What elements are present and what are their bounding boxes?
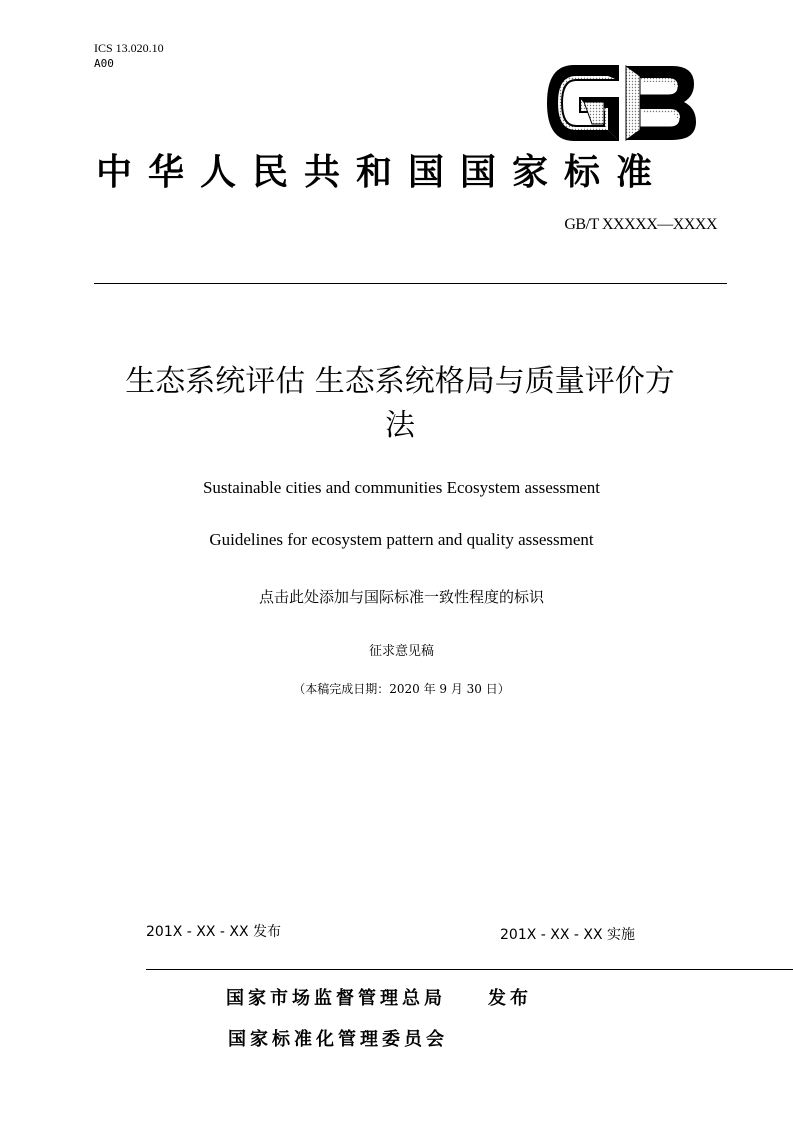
implement-date: 201X - XX - XX 实施 [500, 927, 636, 943]
ics-code: ICS 13.020.10 [94, 41, 164, 55]
standard-number: GB/T XXXXX—XXXX [564, 216, 717, 233]
issuer-publish-label: 发布 [488, 988, 532, 1009]
issuer-samr: 国家市场监督管理总局 [226, 988, 446, 1009]
ccs-code: A00 [94, 57, 114, 70]
chinese-title-line2: 法 [385, 408, 415, 443]
footer-divider [146, 969, 793, 970]
ics-classification [94, 40, 164, 72]
draft-status: 征求意见稿 [368, 644, 434, 659]
english-title-line2: Guidelines for ecosystem pattern and quality assessment [209, 530, 594, 549]
completion-date-note: （本稿完成日期：2020 年 9 月 30 日） [293, 682, 510, 696]
publish-date: 201X - XX - XX 发布 [146, 924, 282, 940]
chinese-title [60, 360, 740, 448]
chinese-title-line1: 生态系统评估 生态系统格局与质量评价方 [125, 364, 675, 399]
consistency-placeholder-field[interactable]: 点击此处添加与国际标准一致性程度的标识 [258, 588, 544, 606]
issuer-line1 [226, 984, 532, 1010]
issuer-sac: 国家标准化管理委员会 [228, 1029, 448, 1050]
english-title-line1: Sustainable cities and communities Ecosystem assessment [202, 478, 601, 497]
gb-logo-icon [544, 62, 698, 144]
header-divider [94, 283, 727, 284]
national-standard-heading: 中华人民共和国国家标准 [96, 152, 669, 193]
